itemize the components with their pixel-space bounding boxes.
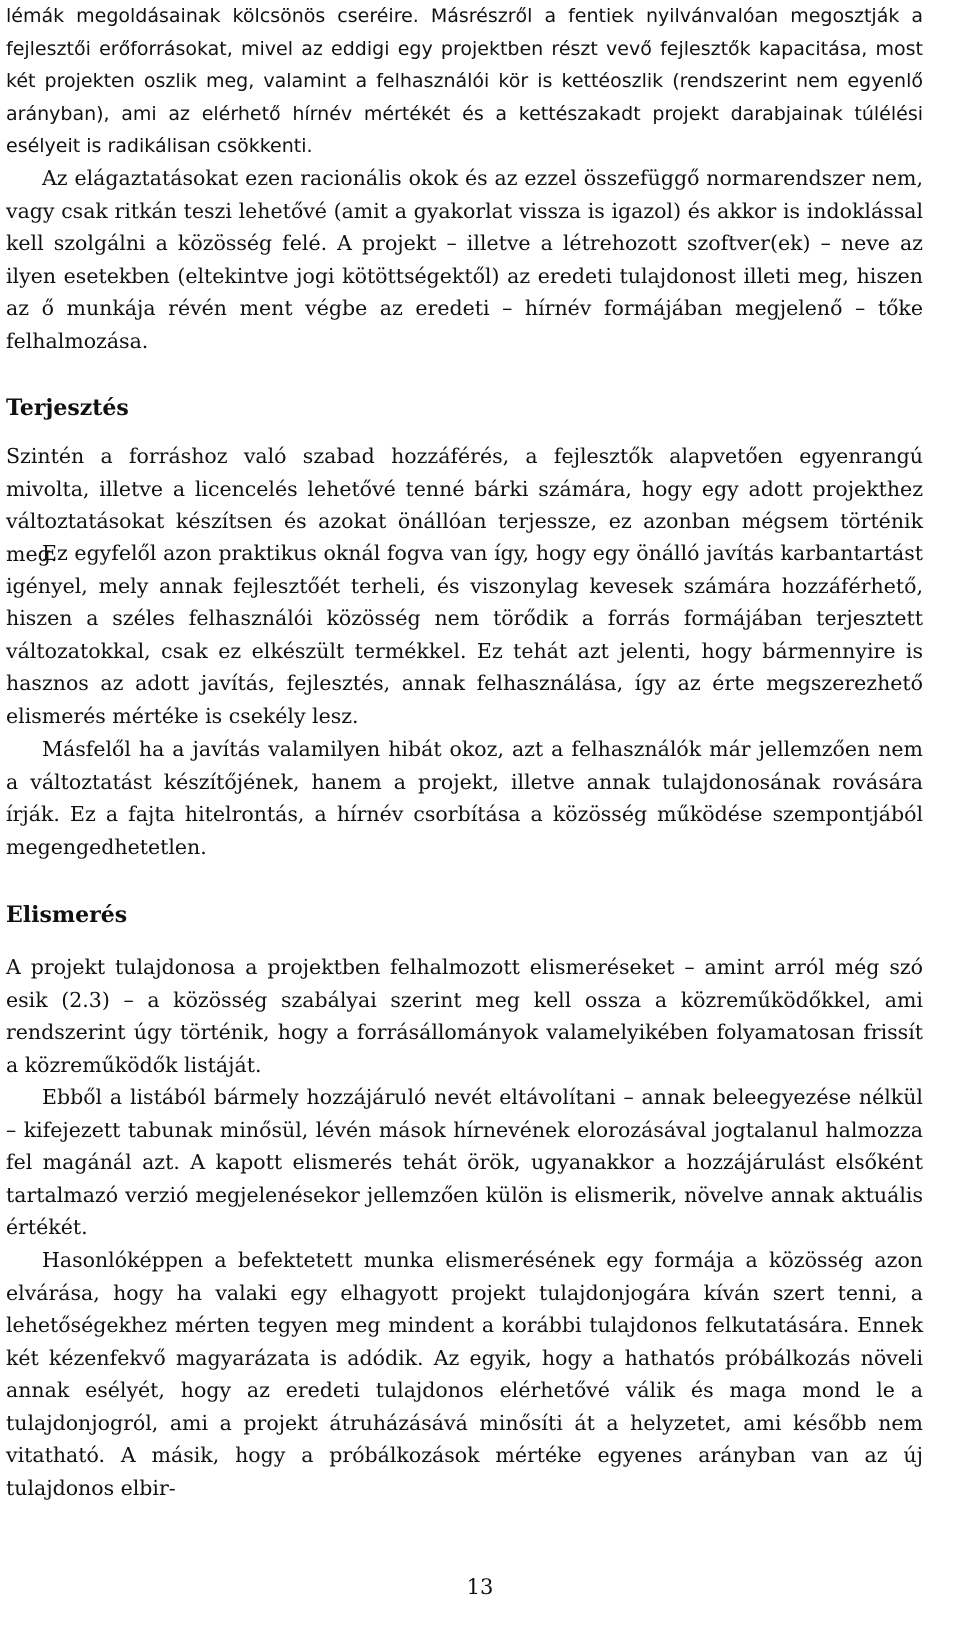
paragraph-6-block xyxy=(6,951,923,1081)
paragraph-1-block xyxy=(6,0,923,163)
paragraph-8-block xyxy=(6,1244,923,1504)
paragraph-2: Az elágaztatásokat ezen racionális okok és az ezzel összefüggő normarendszer nem, vagy csak ritkán teszi lehetővé (amit a gyakorlat vissza is igazol) és akkor is indoklással kell szolgálni a közösség felé. A projekt – illetve a létrehozott szoftver(ek) – neve az ilyen esetekben (eltekintve jogi kötöttségektől) az eredeti tulajdonost illeti meg, hiszen az ő munkája révén ment végbe az eredeti – hírnév formájában megjelenő – tőke felhalmozása. xyxy=(6,166,923,353)
paragraph-4: Ez egyfelől azon praktikus oknál fogva van így, hogy egy önálló javítás karbantartást igényel, mely annak fejlesztőét terheli, és viszonylag kevesek számára hozzáférhető, hiszen a széles felhasználói közösség nem törődik a forrás formájában terjesztett változatokkal, csak ez elkészült termékkel. Ez tehát azt jelenti, hogy bármennyire is hasznos az adott javítás, fejlesztés, annak felhasználása, így az érte megszerezhető elismerés mértéke is csekély lesz. xyxy=(6,541,923,728)
paragraph-7: Ebből a listából bármely hozzájáruló nevét eltávolítani – annak beleegyezése nélkül – kifejezett tabunak minősül, lévén mások hírnevének elorozásával jogtalanul halmozza fel magánál azt. A kapott elismerés tehát örök, ugyanakkor a hozzájárulást elsőként tartalmazó verzió megjelenésekor jellemzően külön is elismerik, növelve annak aktuális értékét. xyxy=(6,1085,923,1239)
paragraph-3: Szintén a forráshoz való szabad hozzáférés, a fejlesztők alapvetően egyenrangú mivolta, illetve a licencelés lehetővé tenné bárki számára, hogy egy adott projekthez változtatásokat készítsen és azokat önállóan terjessze, ez azonban mégsem történik meg. xyxy=(6,444,923,566)
section-heading-elismeres: Elismerés xyxy=(6,902,128,928)
section-heading-terjesztes: Terjesztés xyxy=(6,395,129,421)
paragraph-5: Másfelől ha a javítás valamilyen hibát okoz, azt a felhasználók már jellemzően nem a változtatást készítőjének, hanem a projekt, illetve annak tulajdonosának rovására írják. Ez a fajta hitelrontás, a hírnév csorbítása a közösség működése szempontjából megengedhetetlen. xyxy=(6,737,923,859)
heading-terjesztes-block xyxy=(6,393,923,423)
paragraph-8: Hasonlóképpen a befektetett munka elismerésének egy formája a közösség azon elvárása, hogy ha valaki egy elhagyott projekt tulajdonjogára kíván szert tenni, a lehetőségekhez mérten tegyen meg mindent a korábbi tulajdonos felkutatására. Ennek két kézenfekvő magyarázata is adódik. Az egyik, hogy a hathatós próbálkozás növeli annak esélyét, hogy az eredeti tulajdonos elérhetővé válik és maga mond le a tulajdonjogról, ami a projekt átruházásává minősíti át a helyzetet, ami később nem vitatható. A másik, hogy a próbálkozások mértéke egyenes arányban van az új tulajdonos elbir- xyxy=(6,1248,923,1500)
paragraph-6: A projekt tulajdonosa a projektben felhalmozott elismeréseket – amint arról még szó esik (2.3) – a közösség szabályai szerint meg kell ossza a közreműködőkkel, ami rendszerint úgy történik, hogy a forrásállományok valamelyikében folyamatosan frissít a közreműködők listáját. xyxy=(6,955,923,1077)
paragraph-5-block xyxy=(6,733,923,863)
paragraph-7-block xyxy=(6,1081,923,1244)
paragraph-1: lémák megoldásainak kölcsönös cseréire. Másrészről a fentiek nyilvánvalóan megosztják a fejlesztői erőforrásokat, mivel az eddigi egy projektben részt vevő fejlesztők kapacitása, most két projekten oszlik meg, valamint a felhasználói kör is kettéoszlik (rendszerint nem egyenlő arányban), ami az elérhető hírnév mértékét és a kettészakadt projekt darabjainak túlélési esélyeit is radikálisan csökkenti. xyxy=(6,5,923,157)
paragraph-4-block xyxy=(6,537,923,732)
paragraph-2-block xyxy=(6,162,923,357)
page-number: 13 xyxy=(466,1575,494,1599)
heading-elismeres-block xyxy=(6,900,923,930)
